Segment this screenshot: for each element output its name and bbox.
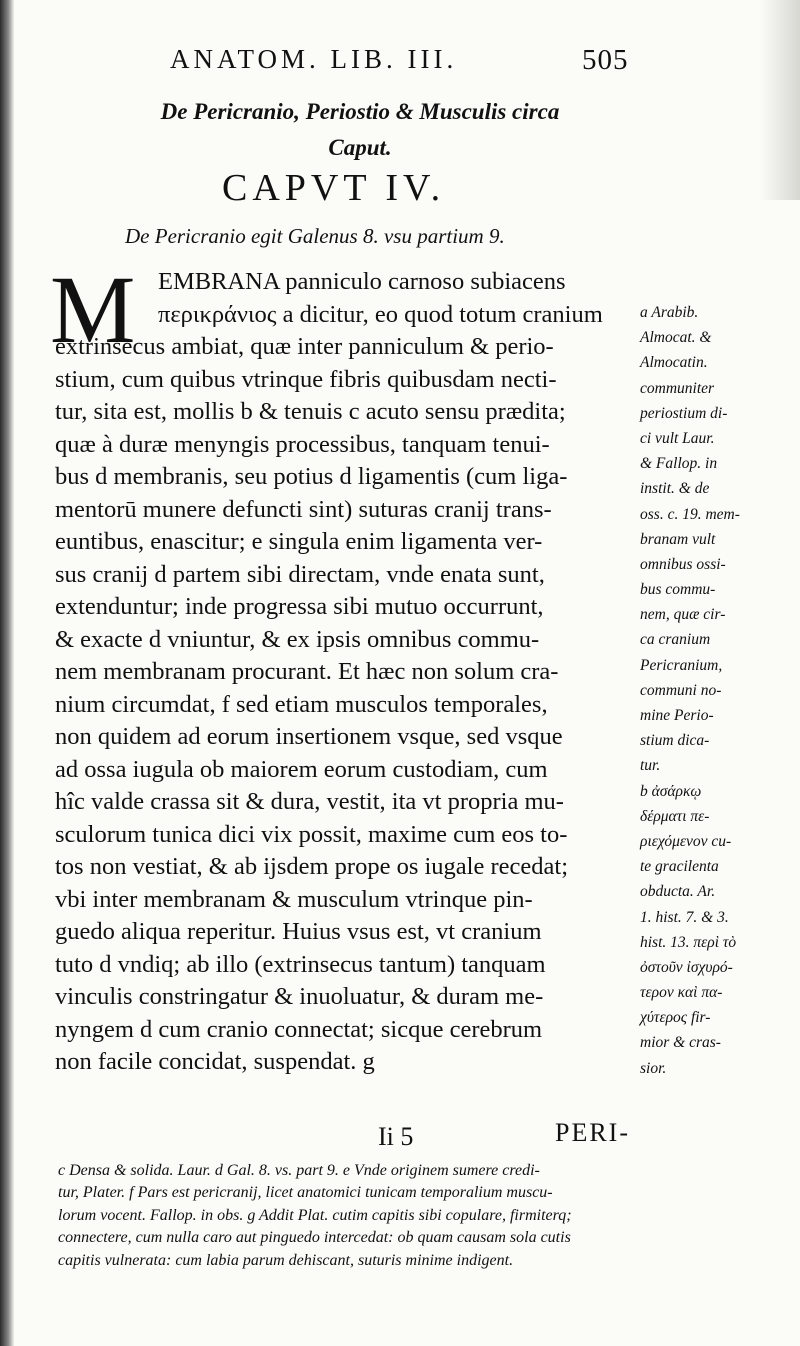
margin-note-line: bus commu- [640,581,716,599]
margin-note-line: sior. [640,1059,667,1077]
margin-note-line: b ἀσάρκῳ [640,782,702,800]
body-text [55,266,635,1079]
margin-note-line: nem, quæ cir- [640,606,726,624]
body-text-line: περικράνιος a dicitur, eo quod totum cranium [158,300,603,328]
footnote-line: capitis vulnerata: cum labia parum dehiscant, suturis minime indigent. [58,1251,514,1269]
footnote-line: c Densa & solida. Laur. d Gal. 8. vs. part 9. e Vnde originem sumere credi- [58,1162,540,1179]
margin-note-line: mior & cras- [640,1034,721,1052]
body-text-line: nium circumdat, f sed etiam musculos temporales, [55,690,548,718]
body-text-line: non facile concidat, suspendat. g [55,1048,375,1075]
margin-note-line: te gracilenta [640,858,719,876]
facing-page-bleed [760,0,800,200]
body-text-line: nyngem d cum cranio connectat; sicque cerebrum [55,1015,543,1043]
chapter-number: CAPVT IV. [222,167,446,209]
body-text-line: vinculis constringatur & inuoluatur, & duram me- [55,983,544,1010]
body-text-line: guedo aliqua reperitur. Huius vsus est, vt cranium [55,918,542,945]
margin-note-line: ca cranium [640,631,711,649]
page-number: 505 [582,44,629,76]
margin-note-line: periostium di- [640,404,728,422]
chapter-title-line-1: De Pericranio, Periostio & Musculis circa [160,99,560,124]
margin-note-line: instit. & de [640,480,710,498]
body-text-line: sus cranij d partem sibi directam, vnde enata sunt, [55,560,545,588]
margin-note-line: ὀστοῦν ἰσχυρό- [640,958,733,976]
margin-note-line: mine Perio- [640,707,714,724]
footnote-line: lorum vocent. Fallop. in obs. g Addit Plat. cutim capitis sibi copulare, firmiterq; [58,1206,572,1224]
margin-note-line: stium dica- [640,732,710,750]
body-text-line: extrinsecus ambiat, quæ inter panniculum & perio- [55,333,554,360]
margin-note-line: a Arabib. [640,304,699,321]
body-text-line: non quidem ad eorum insertionem vsque, sed vsque [55,723,563,750]
body-text-line: ad ossa iugula ob maiorem eorum custodiam, cum [55,755,548,783]
margin-note-line: ριεχόμενον cu- [640,832,732,850]
body-text-line: euntibus, enascitur; e singula enim ligamenta ver- [55,528,543,555]
body-text-line: hîc valde crassa sit & dura, vestit, ita vt propria mu- [55,788,564,815]
body-text-line: stium, cum quibus vtrinque fibris quibusdam necti- [55,365,557,393]
margin-note-line: hist. 13. περὶ τὸ [640,933,737,951]
margin-note-line: omnibus ossi- [640,555,726,573]
body-text-line: EMBRANA panniculo carnoso subiacens [158,268,566,295]
body-text-line: tuto d vndiq; ab illo (extrinsecus tantum) tanquam [55,950,546,978]
margin-note-line: Pericranium, [640,656,723,674]
margin-note-line: τερον καὶ πα- [640,984,723,1002]
body-text-line: nem membranam procurant. Et hæc non solum cra- [55,658,559,685]
catchword: PERI- [555,1118,630,1147]
chapter-title [100,94,620,166]
body-text-line: bus d membranis, seu potius d ligamentis (cum liga- [55,463,568,490]
body-text-line: extenduntur; inde progressa sibi mutuo occurrunt, [55,593,544,620]
margin-note-line: obducta. Ar. [640,883,716,901]
page-gutter-shadow [0,0,14,1346]
margin-note-line: χύτερος fir- [640,1009,711,1027]
running-head-title: ANATOM. LIB. III. [170,44,458,74]
body-text-line: mentorū munere defuncti sint) suturas cranij trans- [55,495,552,523]
signature-mark: Ii 5 [378,1122,414,1151]
margin-note-line: & Fallop. in [640,455,718,473]
body-text-line: & exacte d vniuntur, & ex ipsis omnibus commu- [55,625,540,653]
body-text-line: sculorum tunica dici vix possit, maxime cum eos to- [55,820,568,848]
body-text-line: vbi inter membranam & musculum vtrinque pin- [55,885,533,913]
margin-note-line: Almocat. & [640,329,712,347]
body-text-line: tur, sita est, mollis b & tenuis c acuto sensu prædita; [55,398,566,425]
margin-note-line: communiter [640,379,715,397]
margin-note-line: δέρματι πε- [640,807,710,825]
margin-note-line: ci vult Laur. [640,429,715,447]
footnote-line: connectere, cum nulla caro aut pinguedo intercedat: ob quam causam sola cutis [58,1229,571,1247]
margin-note-line: Almocatin. [640,354,708,372]
drop-capital: M [50,256,136,363]
margin-note-line: oss. c. 19. mem- [640,505,740,523]
source-reference: De Pericranio egit Galenus 8. vsu partium 9. [125,224,505,248]
running-head [170,44,770,75]
margin-note-line: tur. [640,757,661,775]
margin-note-line: communi no- [640,681,722,699]
margin-note-line: 1. hist. 7. & 3. [640,908,729,926]
margin-notes [640,300,790,1081]
body-text-line: tos non vestiat, & ab ijsdem prope os iugale recedat; [55,853,569,880]
footnote-line: tur, Plater. f Pars est pericranij, licet anatomici tunicam temporalium muscu- [58,1184,553,1202]
footnotes [58,1160,748,1272]
chapter-title-line-2: Caput. [328,135,392,160]
margin-note-line: branam vult [640,530,716,548]
body-text-line: quæ à duræ menyngis processibus, tanquam tenui- [55,430,550,458]
